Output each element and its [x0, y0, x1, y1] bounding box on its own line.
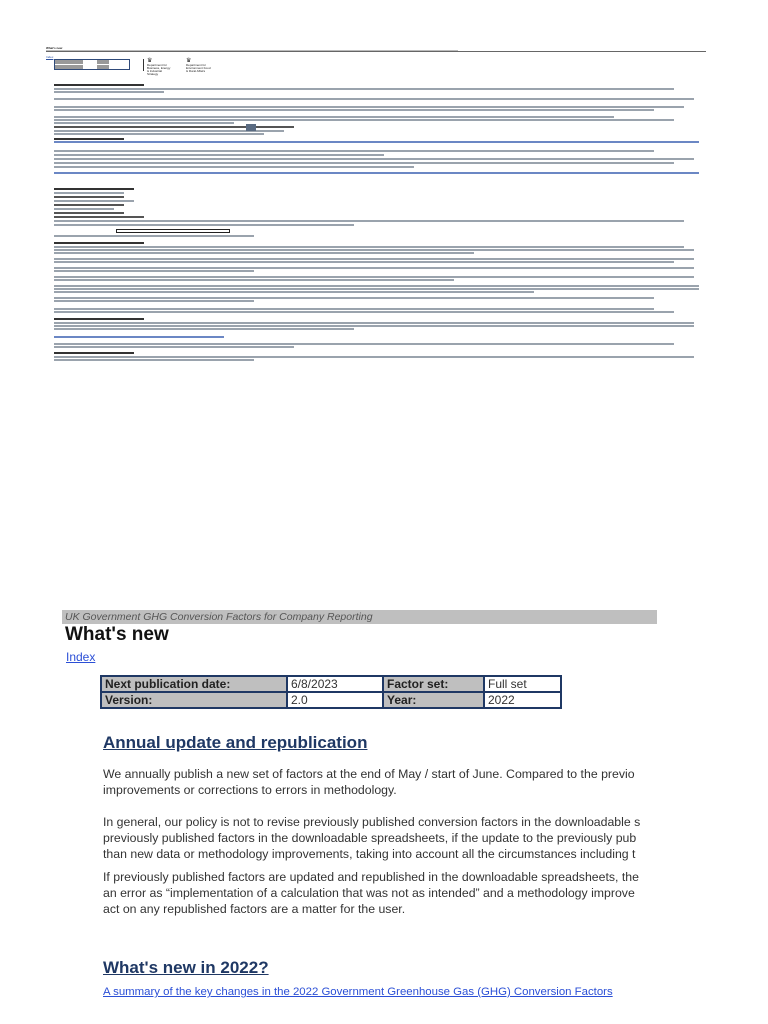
annual-paragraph-2	[103, 814, 657, 862]
next-publication-value: 6/8/2023	[287, 676, 383, 692]
year-value: 2022	[484, 692, 561, 708]
summary-of-changes-link[interactable]: A summary of the key changes in the 2022 Government Greenhouse Gas (GHG) Conversion Factors	[103, 986, 613, 998]
band-title: UK Government GHG Conversion Factors for Company Reporting	[65, 611, 373, 623]
text-line: an error as “implementation of a calculation that was not as intended” and a methodology improve	[103, 886, 635, 900]
whats-new-2022-heading: What's new in 2022?	[103, 958, 269, 977]
factor-set-label: Factor set:	[383, 676, 484, 692]
beis-logo	[143, 58, 173, 76]
info-table	[100, 675, 562, 709]
thumbnail-index-link[interactable]: Index	[46, 55, 54, 59]
text-line: In general, our policy is not to revise previously published conversion factors in the downloadable s	[103, 815, 641, 829]
next-publication-label: Next publication date:	[101, 676, 287, 692]
index-link[interactable]: Index	[66, 650, 96, 664]
text-line: improvements or corrections to errors in methodology.	[103, 783, 397, 797]
text-line: We annually publish a new set of factors at the end of May / start of June. Compared to the previo	[103, 767, 635, 781]
page-thumbnail	[46, 46, 706, 376]
year-label: Year:	[383, 692, 484, 708]
defra-logo	[182, 58, 212, 72]
header-band	[62, 610, 657, 624]
version-label: Version:	[101, 692, 287, 708]
annual-paragraph-3	[103, 869, 657, 917]
text-line: act on any republished factors are a matter for the user.	[103, 902, 406, 916]
annual-update-heading: Annual update and republication	[103, 733, 368, 752]
text-line: than new data or methodology improvements, taking into account all the circumstances including t	[103, 847, 636, 861]
defra-logo-text: Department for Environment Food & Rural Affairs	[186, 63, 211, 73]
crest-icon: ♛	[186, 58, 192, 64]
thumbnail-top-rule	[46, 51, 706, 52]
annual-paragraph-1	[103, 766, 657, 798]
version-value: 2.0	[287, 692, 383, 708]
table-row	[101, 676, 561, 692]
table-row	[101, 692, 561, 708]
text-line: previously published factors in the downloadable spreadsheets, if the update to the previously pub	[103, 831, 637, 845]
page-title: What's new	[65, 624, 169, 645]
crest-icon: ♛	[147, 58, 153, 64]
text-line: If previously published factors are updated and republished in the downloadable spreadsheets, the	[103, 870, 639, 884]
thumbnail-info-table	[54, 59, 130, 70]
beis-logo-text: Department for Business, Energy & Industrial Strategy	[147, 63, 171, 76]
thumbnail-title: What's new	[46, 46, 63, 50]
factor-set-value: Full set	[484, 676, 561, 692]
